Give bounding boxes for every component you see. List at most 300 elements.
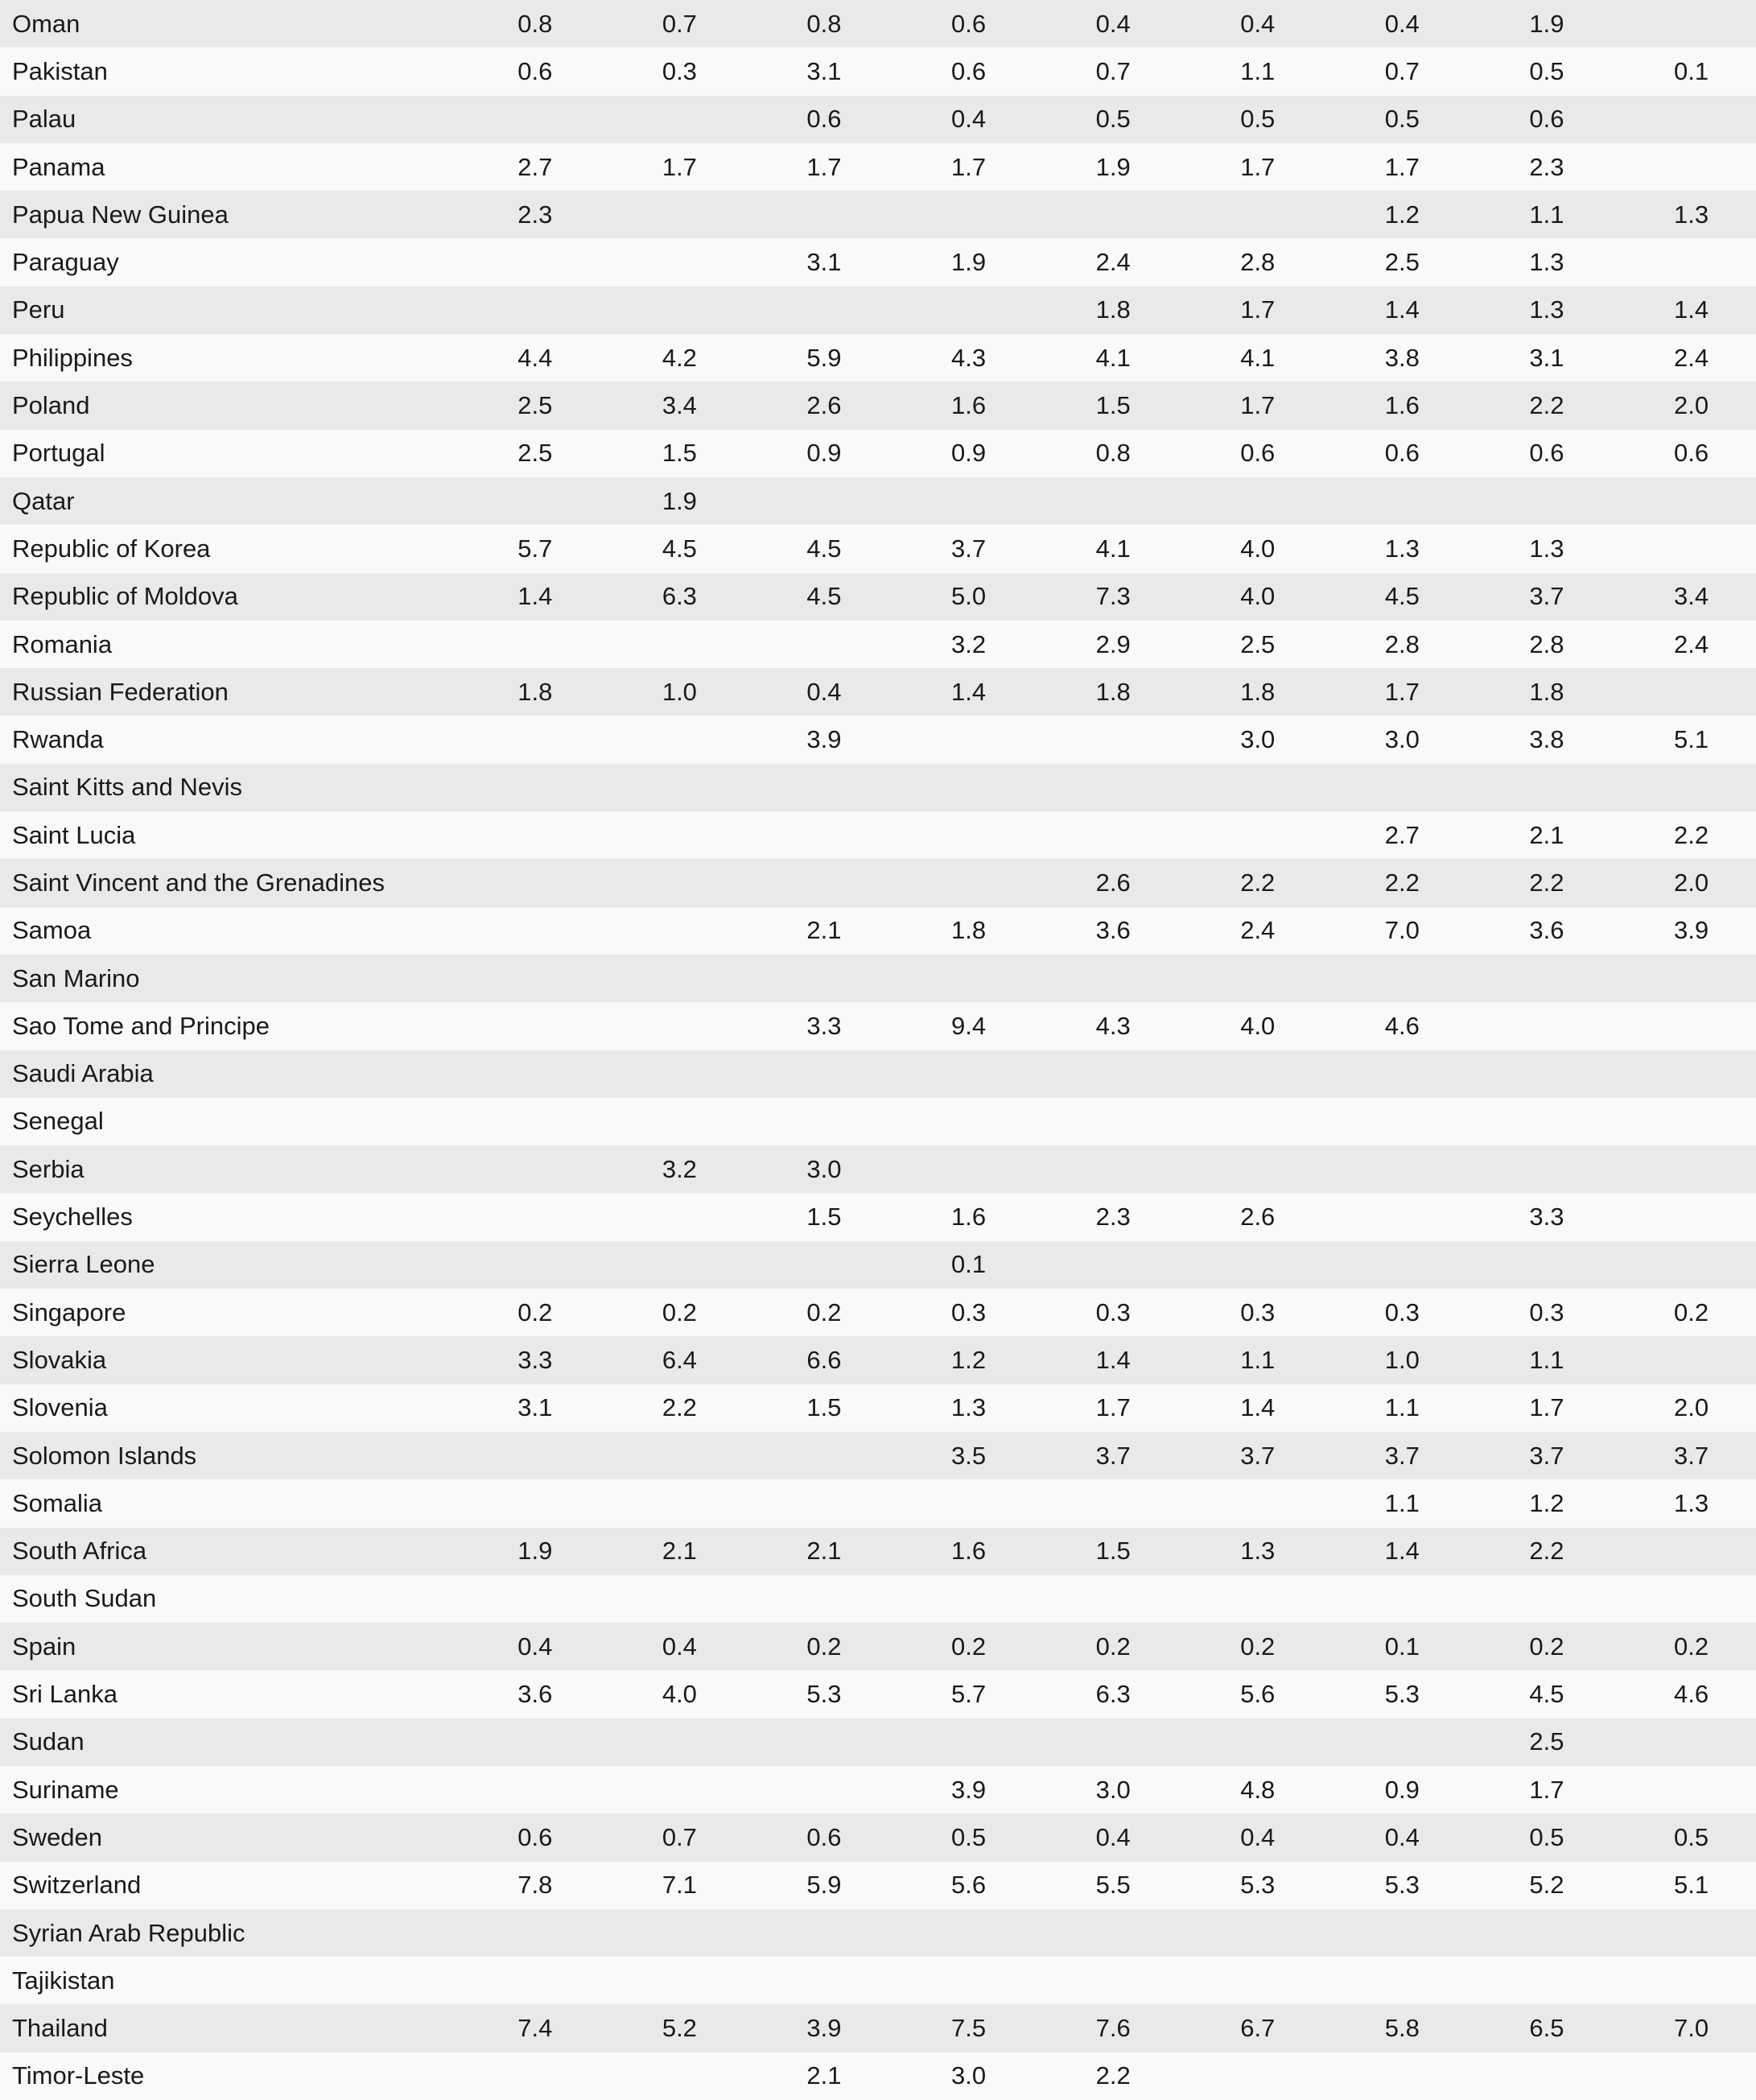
- value-cell: [752, 1575, 897, 1623]
- value-cell: [1185, 1098, 1330, 1145]
- table-row: [0, 1336, 1756, 1384]
- value-cell: 4.6: [1673, 1680, 1709, 1709]
- value-cell: 4.3: [951, 343, 987, 372]
- value-cell: [752, 1718, 897, 1766]
- value-cell: [1474, 1241, 1619, 1289]
- value-cell: 0.4: [662, 1632, 697, 1661]
- value-cell: 2.2: [1529, 868, 1564, 897]
- value-cell: [1474, 1909, 1619, 1957]
- country-name-cell: Thailand: [12, 2014, 108, 2043]
- value-cell: 2.1: [1529, 820, 1564, 849]
- value-cell: [1474, 1145, 1619, 1193]
- value-cell: [897, 955, 1041, 1002]
- value-cell: 2.2: [1240, 868, 1276, 897]
- value-cell: [463, 287, 608, 334]
- table-row: [0, 1002, 1756, 1050]
- value-cell: 0.2: [1673, 1298, 1709, 1326]
- value-cell: 3.7: [1673, 1441, 1709, 1470]
- country-name-cell: Rwanda: [12, 725, 104, 754]
- value-cell: 5.9: [806, 343, 842, 372]
- value-cell: 0.9: [951, 439, 987, 468]
- country-name-cell: Republic of Korea: [12, 534, 211, 563]
- value-cell: [1619, 955, 1756, 1002]
- value-cell: [463, 859, 608, 906]
- value-cell: 3.7: [1095, 1441, 1131, 1470]
- value-cell: 1.8: [1529, 677, 1564, 706]
- value-cell: 2.2: [1673, 820, 1709, 849]
- country-name-cell: Portugal: [12, 439, 105, 468]
- value-cell: 4.5: [1384, 582, 1420, 611]
- value-cell: 0.7: [1095, 56, 1131, 85]
- value-cell: 2.8: [1529, 629, 1564, 658]
- value-cell: 2.3: [517, 200, 553, 229]
- value-cell: 3.7: [951, 534, 987, 563]
- value-cell: 3.0: [1384, 725, 1420, 754]
- value-cell: [1619, 1909, 1756, 1957]
- value-cell: 0.3: [1384, 1298, 1420, 1326]
- value-cell: 2.3: [1095, 1203, 1131, 1232]
- value-cell: [1619, 1145, 1756, 1193]
- value-cell: [1619, 0, 1756, 47]
- value-cell: 7.5: [951, 2014, 987, 2043]
- table-row: [0, 1862, 1756, 1909]
- country-name-cell: Switzerland: [12, 1871, 142, 1900]
- value-cell: [1619, 1336, 1756, 1384]
- value-cell: 5.9: [806, 1871, 842, 1900]
- value-cell: [1619, 1718, 1756, 1766]
- value-cell: [608, 1766, 752, 1813]
- value-cell: 1.1: [1240, 56, 1276, 85]
- value-cell: 1.3: [1529, 534, 1564, 563]
- value-cell: 5.3: [1240, 1871, 1276, 1900]
- value-cell: [752, 287, 897, 334]
- value-cell: 1.2: [1529, 1488, 1564, 1517]
- value-cell: [463, 477, 608, 525]
- country-name-cell: Paraguay: [12, 248, 119, 277]
- value-cell: 0.4: [1240, 1822, 1276, 1851]
- value-cell: [608, 1098, 752, 1145]
- value-cell: 0.5: [1095, 105, 1131, 134]
- value-cell: 5.2: [1529, 1871, 1564, 1900]
- value-cell: 1.3: [1673, 200, 1709, 229]
- table-row: [0, 1528, 1756, 1575]
- value-cell: 0.4: [1095, 1822, 1131, 1851]
- value-cell: 0.9: [1384, 1775, 1420, 1804]
- table-row: [0, 1575, 1756, 1623]
- value-cell: 0.6: [1384, 439, 1420, 468]
- value-cell: [1041, 1909, 1185, 1957]
- table-row: [0, 1479, 1756, 1527]
- country-name-cell: Spain: [12, 1632, 76, 1661]
- value-cell: [897, 1957, 1041, 2004]
- country-name-cell: Samoa: [12, 916, 92, 945]
- country-name-cell: Panama: [12, 152, 105, 181]
- value-cell: 2.5: [1529, 1727, 1564, 1756]
- value-cell: 0.4: [1384, 1822, 1420, 1851]
- value-cell: [463, 716, 608, 763]
- value-cell: 0.9: [806, 439, 842, 468]
- value-cell: [1041, 1050, 1185, 1098]
- value-cell: 3.9: [951, 1775, 987, 1804]
- table-row: [0, 1670, 1756, 1718]
- value-cell: 0.1: [1673, 56, 1709, 85]
- value-cell: [1474, 1002, 1619, 1050]
- value-cell: [897, 716, 1041, 763]
- value-cell: [1619, 96, 1756, 143]
- value-cell: 3.1: [517, 1393, 553, 1422]
- value-cell: 1.7: [1240, 295, 1276, 324]
- value-cell: [1185, 1145, 1330, 1193]
- value-cell: 0.4: [1095, 9, 1131, 38]
- table-row: [0, 1241, 1756, 1289]
- value-cell: [1041, 1145, 1185, 1193]
- value-cell: 2.1: [806, 916, 842, 945]
- country-name-cell: Sudan: [12, 1727, 85, 1756]
- value-cell: 0.6: [517, 56, 553, 85]
- value-cell: 0.5: [1384, 105, 1420, 134]
- value-cell: 0.4: [1384, 9, 1420, 38]
- value-cell: [752, 1241, 897, 1289]
- value-cell: 1.7: [1529, 1393, 1564, 1422]
- value-cell: 2.6: [806, 391, 842, 420]
- table-row: [0, 1909, 1756, 1957]
- value-cell: 3.2: [951, 629, 987, 658]
- value-cell: [463, 907, 608, 955]
- value-cell: [608, 1957, 752, 2004]
- value-cell: 1.9: [1095, 152, 1131, 181]
- table-row: [0, 764, 1756, 811]
- country-name-cell: Sao Tome and Principe: [12, 1011, 270, 1040]
- country-name-cell: Peru: [12, 295, 65, 324]
- table-row: [0, 859, 1756, 906]
- country-name-cell: Timor-Leste: [12, 2061, 145, 2090]
- value-cell: [463, 1909, 608, 1957]
- table-row: [0, 1718, 1756, 1766]
- value-cell: 0.1: [1384, 1632, 1420, 1661]
- country-name-cell: Serbia: [12, 1154, 85, 1183]
- value-cell: [1474, 1575, 1619, 1623]
- value-cell: 1.9: [662, 486, 697, 515]
- value-cell: [752, 859, 897, 906]
- value-cell: [752, 1432, 897, 1479]
- value-cell: [1041, 477, 1185, 525]
- value-cell: 0.2: [806, 1298, 842, 1326]
- value-cell: [752, 1957, 897, 2004]
- value-cell: 0.6: [517, 1822, 553, 1851]
- value-cell: 1.7: [1384, 152, 1420, 181]
- country-name-cell: Syrian Arab Republic: [12, 1918, 245, 1947]
- value-cell: [1185, 1575, 1330, 1623]
- table-row: [0, 1384, 1756, 1432]
- value-cell: 4.1: [1095, 343, 1131, 372]
- value-cell: 6.3: [662, 582, 697, 611]
- value-cell: 0.4: [517, 1632, 553, 1661]
- value-cell: [1185, 2053, 1330, 2100]
- value-cell: [1619, 1241, 1756, 1289]
- value-cell: [608, 1050, 752, 1098]
- table-row: [0, 1050, 1756, 1098]
- value-cell: 3.5: [951, 1441, 987, 1470]
- table-row: [0, 907, 1756, 955]
- value-cell: 5.2: [662, 2014, 697, 2043]
- value-cell: [1185, 955, 1330, 1002]
- value-cell: [1619, 764, 1756, 811]
- value-cell: 4.1: [1240, 343, 1276, 372]
- value-cell: 1.1: [1384, 1488, 1420, 1517]
- value-cell: [1474, 955, 1619, 1002]
- value-cell: 3.8: [1384, 343, 1420, 372]
- value-cell: [1474, 2053, 1619, 2100]
- value-cell: 1.5: [806, 1393, 842, 1422]
- value-cell: [1330, 1909, 1475, 1957]
- value-cell: [608, 859, 752, 906]
- value-cell: [752, 191, 897, 238]
- value-cell: 1.7: [806, 152, 842, 181]
- value-cell: 1.3: [1384, 534, 1420, 563]
- country-name-cell: Saint Kitts and Nevis: [12, 773, 243, 802]
- value-cell: 6.7: [1240, 2014, 1276, 2043]
- value-cell: [752, 1050, 897, 1098]
- value-cell: 1.1: [1384, 1393, 1420, 1422]
- value-cell: [1474, 764, 1619, 811]
- country-name-cell: South Africa: [12, 1537, 147, 1566]
- value-cell: 2.0: [1673, 868, 1709, 897]
- value-cell: [1041, 1241, 1185, 1289]
- value-cell: 0.6: [951, 9, 987, 38]
- value-cell: 1.1: [1529, 1345, 1564, 1374]
- value-cell: [1041, 1479, 1185, 1527]
- value-cell: [897, 1909, 1041, 1957]
- value-cell: 0.1: [951, 1250, 987, 1279]
- value-cell: 1.5: [662, 439, 697, 468]
- table-row: [0, 1098, 1756, 1145]
- value-cell: 1.5: [1095, 1537, 1131, 1566]
- table-row: [0, 2004, 1756, 2052]
- value-cell: 1.8: [951, 916, 987, 945]
- value-cell: [1619, 1050, 1756, 1098]
- country-name-cell: Sri Lanka: [12, 1680, 117, 1709]
- value-cell: 1.0: [662, 677, 697, 706]
- value-cell: 7.0: [1673, 2014, 1709, 2043]
- value-cell: 9.4: [951, 1011, 987, 1040]
- table-row: [0, 668, 1756, 716]
- table-row: [0, 1193, 1756, 1240]
- value-cell: [1185, 1909, 1330, 1957]
- value-cell: [1474, 477, 1619, 525]
- value-cell: 4.8: [1240, 1775, 1276, 1804]
- country-name-cell: Republic of Moldova: [12, 582, 238, 611]
- value-cell: [463, 96, 608, 143]
- value-cell: 0.2: [1095, 1632, 1131, 1661]
- table-row: [0, 382, 1756, 429]
- value-cell: [608, 238, 752, 286]
- value-cell: 0.6: [951, 56, 987, 85]
- value-cell: 1.7: [1384, 677, 1420, 706]
- value-cell: [1619, 1002, 1756, 1050]
- table-row: [0, 1813, 1756, 1861]
- value-cell: [1185, 477, 1330, 525]
- value-cell: 6.6: [806, 1345, 842, 1374]
- value-cell: 2.1: [806, 2061, 842, 2090]
- value-cell: 1.7: [1240, 152, 1276, 181]
- value-cell: 0.2: [1529, 1632, 1564, 1661]
- value-cell: 2.7: [1384, 820, 1420, 849]
- table-row: [0, 430, 1756, 477]
- value-cell: [1185, 1718, 1330, 1766]
- value-cell: [608, 2053, 752, 2100]
- table-row: [0, 1432, 1756, 1479]
- value-cell: [1185, 1957, 1330, 2004]
- value-cell: [608, 1193, 752, 1240]
- value-cell: [608, 1241, 752, 1289]
- value-cell: 0.4: [1240, 9, 1276, 38]
- value-cell: 4.5: [1529, 1680, 1564, 1709]
- country-name-cell: Pakistan: [12, 56, 108, 85]
- table-row: [0, 621, 1756, 668]
- value-cell: 1.7: [1529, 1775, 1564, 1804]
- value-cell: [897, 287, 1041, 334]
- value-cell: [608, 621, 752, 668]
- country-name-cell: Singapore: [12, 1298, 126, 1326]
- country-name-cell: Suriname: [12, 1775, 119, 1804]
- value-cell: 3.7: [1529, 582, 1564, 611]
- value-cell: [463, 1479, 608, 1527]
- value-cell: 0.2: [806, 1632, 842, 1661]
- value-cell: 1.6: [951, 1203, 987, 1232]
- value-cell: 1.4: [951, 677, 987, 706]
- value-cell: 7.6: [1095, 2014, 1131, 2043]
- value-cell: [897, 859, 1041, 906]
- table-row: [0, 287, 1756, 334]
- value-cell: 4.0: [1240, 1011, 1276, 1040]
- value-cell: 1.7: [1095, 1393, 1131, 1422]
- value-cell: 5.1: [1673, 1871, 1709, 1900]
- country-name-cell: Saint Vincent and the Grenadines: [12, 868, 385, 897]
- value-cell: [897, 1145, 1041, 1193]
- value-cell: [463, 621, 608, 668]
- value-cell: [1041, 811, 1185, 859]
- value-cell: 4.0: [1240, 582, 1276, 611]
- value-cell: [1041, 1957, 1185, 2004]
- value-cell: 1.4: [1095, 1345, 1131, 1374]
- value-cell: [1185, 1241, 1330, 1289]
- country-name-cell: Saint Lucia: [12, 820, 136, 849]
- value-cell: [1619, 143, 1756, 191]
- value-cell: 4.0: [1240, 534, 1276, 563]
- value-cell: [1474, 1098, 1619, 1145]
- country-name-cell: Sweden: [12, 1822, 103, 1851]
- value-cell: 0.7: [1384, 56, 1420, 85]
- value-cell: 2.2: [1529, 1537, 1564, 1566]
- value-cell: 5.0: [951, 582, 987, 611]
- value-cell: 1.7: [951, 152, 987, 181]
- value-cell: [752, 1909, 897, 1957]
- value-cell: 2.2: [1095, 2061, 1131, 2090]
- value-cell: 3.4: [662, 391, 697, 420]
- value-cell: 1.4: [1384, 1537, 1420, 1566]
- value-cell: 3.6: [517, 1680, 553, 1709]
- value-cell: 3.7: [1384, 1441, 1420, 1470]
- value-cell: 1.8: [1095, 677, 1131, 706]
- value-cell: 1.1: [1529, 200, 1564, 229]
- value-cell: 0.6: [1529, 105, 1564, 134]
- value-cell: [1474, 1050, 1619, 1098]
- value-cell: [1619, 1957, 1756, 2004]
- value-cell: [1619, 2053, 1756, 2100]
- value-cell: 1.4: [517, 582, 553, 611]
- table-row: [0, 477, 1756, 525]
- value-cell: 3.9: [1673, 916, 1709, 945]
- value-cell: [897, 764, 1041, 811]
- table-row: [0, 96, 1756, 143]
- value-cell: [1330, 1145, 1475, 1193]
- value-cell: 3.0: [951, 2061, 987, 2090]
- value-cell: [608, 1575, 752, 1623]
- value-cell: [1185, 191, 1330, 238]
- table-row: [0, 716, 1756, 763]
- value-cell: [1041, 716, 1185, 763]
- value-cell: 4.0: [662, 1680, 697, 1709]
- value-cell: [752, 1479, 897, 1527]
- value-cell: [463, 1575, 608, 1623]
- value-cell: 3.1: [806, 248, 842, 277]
- value-cell: 4.3: [1095, 1011, 1131, 1040]
- value-cell: 4.5: [806, 582, 842, 611]
- value-cell: [752, 955, 897, 1002]
- table-row: [0, 811, 1756, 859]
- country-name-cell: Slovenia: [12, 1393, 108, 1422]
- value-cell: [463, 1098, 608, 1145]
- country-name-cell: Sierra Leone: [12, 1250, 155, 1279]
- value-cell: 2.6: [1240, 1203, 1276, 1232]
- value-cell: [463, 1145, 608, 1193]
- table-row: [0, 1766, 1756, 1813]
- value-cell: 0.8: [1095, 439, 1131, 468]
- value-cell: [463, 238, 608, 286]
- value-cell: 0.5: [1529, 56, 1564, 85]
- value-cell: [608, 811, 752, 859]
- value-cell: [1330, 1241, 1475, 1289]
- value-cell: 0.6: [1673, 439, 1709, 468]
- country-name-cell: Slovakia: [12, 1345, 107, 1374]
- value-cell: 0.2: [662, 1298, 697, 1326]
- value-cell: [1185, 764, 1330, 811]
- value-cell: [1474, 1957, 1619, 2004]
- value-cell: 6.3: [1095, 1680, 1131, 1709]
- value-cell: [1619, 525, 1756, 572]
- value-cell: [608, 1432, 752, 1479]
- value-cell: 0.6: [1240, 439, 1276, 468]
- value-cell: 5.6: [1240, 1680, 1276, 1709]
- value-cell: 2.8: [1384, 629, 1420, 658]
- country-name-cell: Russian Federation: [12, 677, 229, 706]
- value-cell: 5.3: [806, 1680, 842, 1709]
- value-cell: 0.6: [806, 1822, 842, 1851]
- value-cell: [1330, 1575, 1475, 1623]
- value-cell: [463, 1766, 608, 1813]
- value-cell: 0.4: [806, 677, 842, 706]
- value-cell: 1.9: [951, 248, 987, 277]
- value-cell: 1.1: [1240, 1345, 1276, 1374]
- country-name-cell: Qatar: [12, 486, 75, 515]
- value-cell: 7.0: [1384, 916, 1420, 945]
- value-cell: 1.6: [1384, 391, 1420, 420]
- table-row: [0, 1957, 1756, 2004]
- value-cell: [897, 191, 1041, 238]
- table-row: [0, 238, 1756, 286]
- value-cell: [1330, 1718, 1475, 1766]
- value-cell: 4.4: [517, 343, 553, 372]
